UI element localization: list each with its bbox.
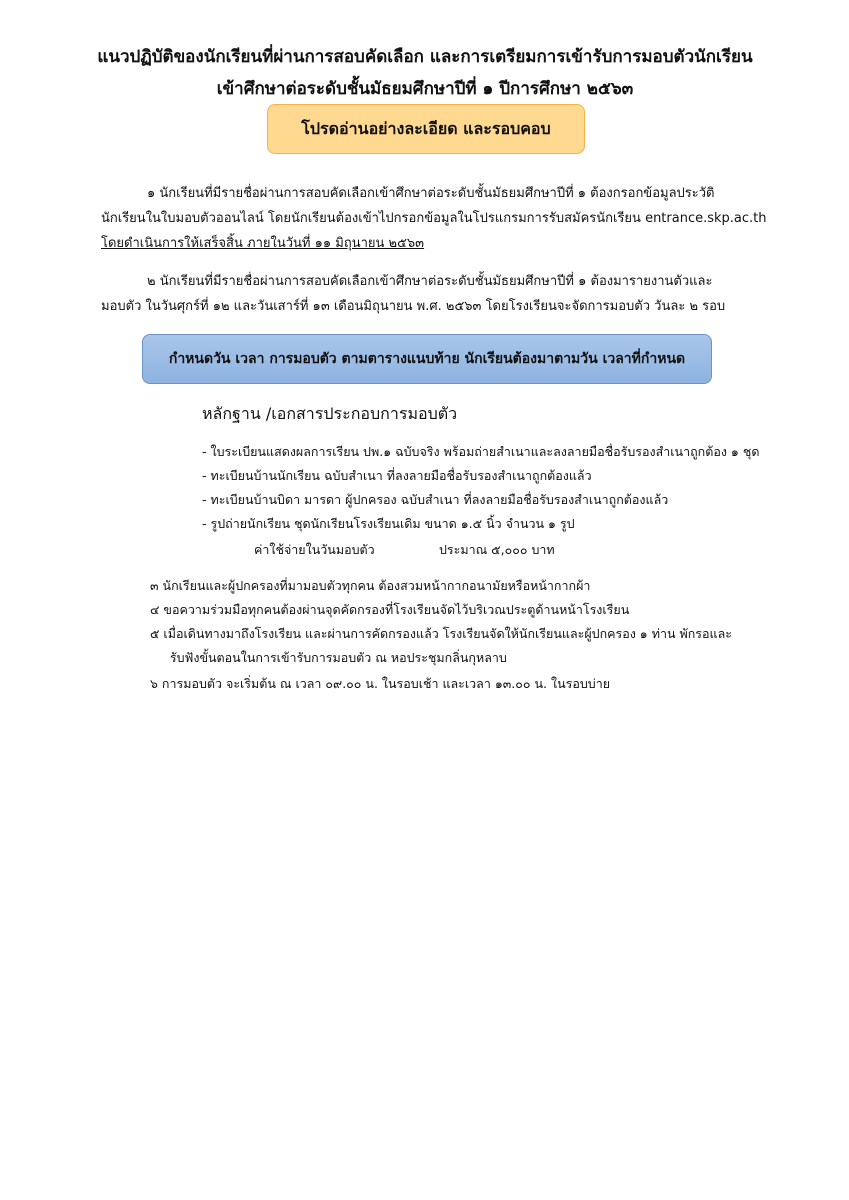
item-1-line-1: ๑ นักเรียนที่มีรายชื่อผ่านการสอบคัดเลือกเข้าศึกษาต่อระดับชั้นมัธยมศึกษาปีที่ ๑ ต้องกรอกข้อมูลประวัติ	[147, 186, 715, 201]
expense-value: ประมาณ ๕,๐๐๐ บาท	[438, 542, 555, 557]
notice-text: โปรดอ่านอย่างละเอียด และรอบคอบ	[301, 118, 551, 138]
rule-5-line-1: ๕ เมื่อเดินทางมาถึงโรงเรียน และผ่านการคัดกรองแล้ว โรงเรียนจัดให้นักเรียนและผู้ปกครอง ๑ ท่าน พักรอและ	[150, 626, 732, 641]
document-title-line-2: เข้าศึกษาต่อระดับชั้นมัธยมศึกษาปีที่ ๑ ปีการศึกษา ๒๕๖๓	[216, 79, 634, 99]
evidence-item: - ใบระเบียนแสดงผลการเรียน ปพ.๑ ฉบับจริง พร้อมถ่ายสำเนาและลงลายมือชื่อรับรองสำเนาถูกต้อง ๑ ชุด	[202, 444, 760, 459]
evidence-item: - ทะเบียนบ้านบิดา มารดา ผู้ปกครอง ฉบับสำเนา ที่ลงลายมือชื่อรับรองสำเนาถูกต้องแล้ว	[202, 492, 669, 507]
rule-3: ๓ นักเรียนและผู้ปกครองที่มามอบตัวทุกคน ต้องสวมหน้ากากอนามัยหรือหน้ากากผ้า	[150, 578, 591, 593]
document-title-line-1: แนวปฏิบัติของนักเรียนที่ผ่านการสอบคัดเลือก และการเตรียมการเข้ารับการมอบตัวนักเรียน	[97, 47, 753, 67]
expense-row	[254, 539, 555, 561]
rule-5-line-2: รับฟังขั้นตอนในการเข้ารับการมอบตัว ณ หอประชุมกลิ่นกุหลาบ	[150, 650, 507, 665]
evidence-heading: หลักฐาน /เอกสารประกอบการมอบตัว	[202, 404, 458, 423]
rule-6: ๖ การมอบตัว จะเริ่มต้น ณ เวลา ๐๙.๐๐ น. ในรอบเช้า และเวลา ๑๓.๐๐ น. ในรอบบ่าย	[150, 676, 611, 691]
item-1-line-2: นักเรียนในใบมอบตัวออนไลน์ โดยนักเรียนต้องเข้าไปกรอกข้อมูลในโปรแกรมการรับสมัครนักเรียน entrance.skp.ac.th	[101, 211, 767, 226]
expense-label: ค่าใช้จ่ายในวันมอบตัว	[254, 542, 375, 557]
item-2-line-1: ๒ นักเรียนที่มีรายชื่อผ่านการสอบคัดเลือกเข้าศึกษาต่อระดับชั้นมัธยมศึกษาปีที่ ๑ ต้องมารายงานตัวและ	[147, 274, 713, 289]
schedule-notice-text: กำหนดวัน เวลา การมอบตัว ตามตารางแนบท้าย นักเรียนต้องมาตามวัน เวลาที่กำหนด	[168, 351, 686, 367]
evidence-item: - ทะเบียนบ้านนักเรียน ฉบับสำเนา ที่ลงลายมือชื่อรับรองสำเนาถูกต้องแล้ว	[202, 468, 592, 483]
read-carefully-notice	[267, 104, 585, 154]
rule-4: ๔ ขอความร่วมมือทุกคนต้องผ่านจุดคัดกรองที่โรงเรียนจัดไว้บริเวณประตูด้านหน้าโรงเรียน	[150, 602, 630, 617]
item-2-line-2: มอบตัว ในวันศุกร์ที่ ๑๒ และวันเสาร์ที่ ๑๓ เดือนมิถุนายน พ.ศ. ๒๕๖๓ โดยโรงเรียนจะจัดการมอบตัว วันละ ๒ รอบ	[101, 299, 726, 314]
schedule-notice-box	[142, 334, 712, 384]
evidence-item: - รูปถ่ายนักเรียน ชุดนักเรียนโรงเรียนเดิม ขนาด ๑.๕ นิ้ว จำนวน ๑ รูป	[202, 516, 575, 531]
item-1-deadline: โดยดำเนินการให้เสร็จสิ้น ภายในวันที่ ๑๑ มิถุนายน ๒๕๖๓	[101, 236, 425, 251]
